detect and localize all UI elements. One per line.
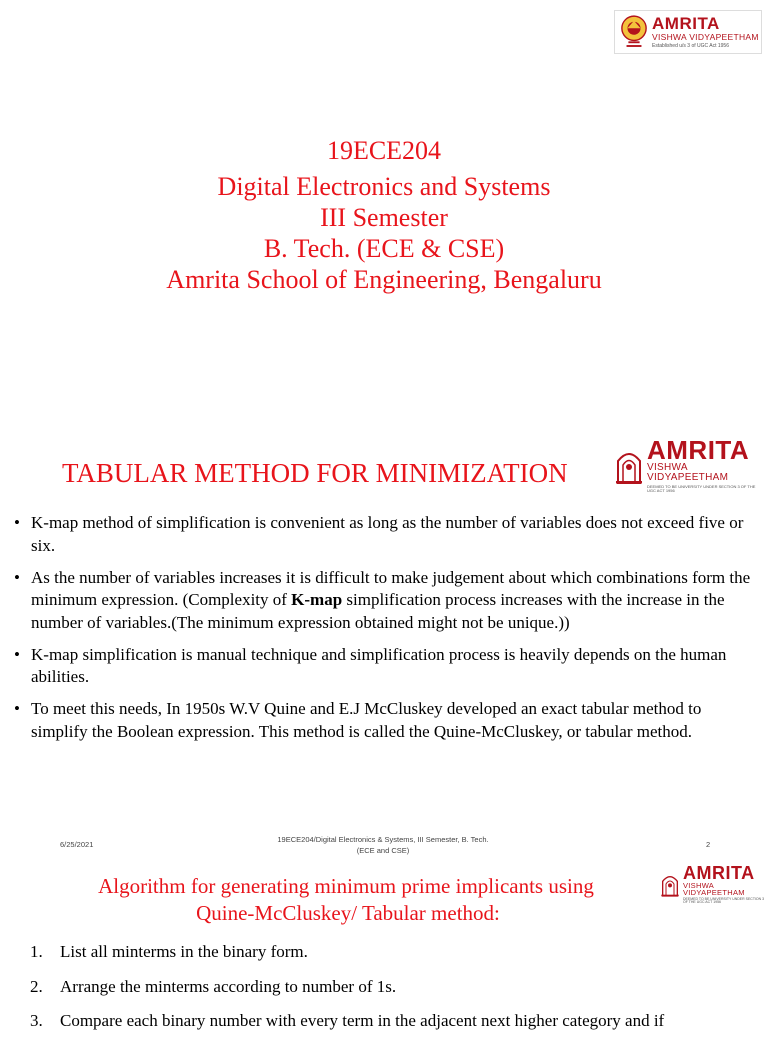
bullet-text-bold: K-map <box>291 590 343 609</box>
step-number: 3. <box>30 1011 43 1030</box>
amrita-logo-slide3 <box>658 862 766 904</box>
algorithm-steps <box>30 941 760 1045</box>
list-item <box>30 941 760 963</box>
footer-course-line-1: 19ECE204/Digital Electronics & Systems, III Semester, B. Tech. <box>277 835 489 844</box>
list-item <box>14 698 762 743</box>
bullet-icon: • <box>14 699 20 718</box>
bullet-text-part: simplification process increases with the increase in the number of variables.(The minimum expression obtained might not be unique.)) <box>31 590 725 632</box>
list-item <box>14 567 762 635</box>
slide3-title-line-1: Algorithm for generating minimum prime implicants using <box>98 874 594 898</box>
slide3-title-line-2: Quine-McCluskey/ Tabular method: <box>196 901 500 925</box>
logo-name: AMRITA <box>683 862 755 883</box>
footer-course <box>250 834 516 856</box>
footer-course-line-2: (ECE and CSE) <box>356 846 410 855</box>
bullet-text: To meet this needs, In 1950s W.V Quine and E.J McCluskey developed an exact tabular method to simplify the Boolean expression. This method is called the Quine-McCluskey, or tabular method. <box>31 699 702 741</box>
bullet-icon: • <box>14 513 20 532</box>
list-item <box>30 976 760 998</box>
list-item <box>14 644 762 689</box>
amrita-logo-slide2 <box>612 435 762 493</box>
logo-tagline: DEEMED TO BE UNIVERSITY UNDER SECTION 3 OF THE UGC ACT 1956 <box>683 896 765 904</box>
bullet-text-part: As the number of variables increases it is difficult to make judgement about which combinations form the minimum expression. (Complexity of <box>31 567 751 609</box>
amrita-emblem-icon <box>614 445 644 485</box>
footer-date: 6/25/2021 <box>60 840 94 849</box>
logo-tagline: DEEMED TO BE UNIVERSITY UNDER SECTION 3 OF THE UGC ACT 1956 <box>647 484 756 493</box>
amrita-emblem-icon <box>660 869 680 899</box>
list-item <box>14 512 762 557</box>
logo-subtitle: VISHWA VIDYAPEETHAM <box>647 462 729 483</box>
slide-title: TABULAR METHOD FOR MINIMIZATION <box>62 458 568 488</box>
bullet-list <box>14 512 762 753</box>
semester: III Semester <box>320 203 448 232</box>
bullet-text: K-map simplification is manual technique and simplification process is heavily depends on the human abilities. <box>31 644 727 686</box>
logo-tagline: Established u/s 3 of UGC Act 1956 <box>652 43 729 50</box>
logo-name: AMRITA <box>652 13 720 33</box>
bullet-icon: • <box>14 644 20 664</box>
step-number: 1. <box>30 942 43 961</box>
program: B. Tech. (ECE & CSE) <box>263 234 505 263</box>
logo-name: AMRITA <box>647 435 750 465</box>
bullet-icon: • <box>14 567 20 587</box>
bullet-text: K-map method of simplification is convenient as long as the number of variables does not exceed five or six. <box>31 513 744 555</box>
school-name: Amrita School of Engineering, Bengaluru <box>166 265 602 294</box>
list-item <box>30 1010 760 1032</box>
amrita-emblem-icon <box>620 14 648 50</box>
amrita-logo-top <box>614 10 762 54</box>
course-name: Digital Electronics and Systems <box>217 172 551 201</box>
step-text: List all minterms in the binary form. <box>60 942 308 961</box>
step-number: 2. <box>30 976 43 996</box>
logo-subtitle: VISHWA VIDYAPEETHAM <box>683 880 745 897</box>
course-code: 19ECE204 <box>326 136 442 165</box>
logo-subtitle: VISHWA VIDYAPEETHAM <box>652 31 759 42</box>
step-text: Arrange the minterms according to number of 1s. <box>60 976 397 996</box>
footer-page-number: 2 <box>706 840 711 849</box>
step-text: Compare each binary number with every term in the adjacent next higher category and if <box>60 1011 665 1030</box>
